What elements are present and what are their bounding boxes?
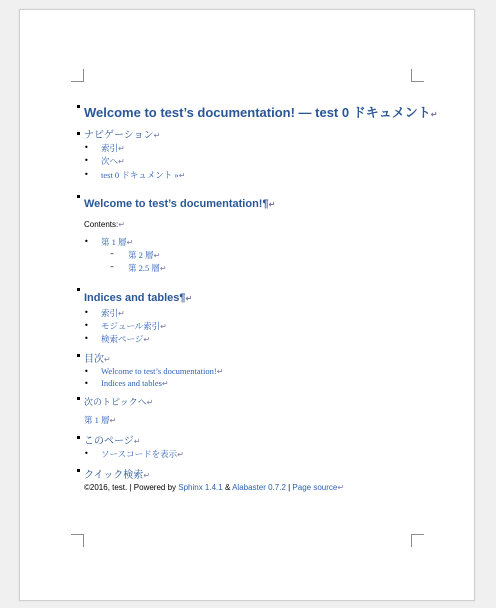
document-title [84, 102, 437, 121]
paragraph-bullet [77, 288, 80, 291]
indices-link-module-index[interactable] [101, 320, 167, 332]
footer-alabaster-link[interactable]: Alabaster 0.7.2 [232, 483, 286, 492]
indices-link-index-text[interactable]: 索引 [101, 308, 119, 318]
toc-link-layer-1[interactable] [101, 236, 133, 248]
indices-link-module-index-text[interactable]: モジュール索引 [101, 321, 161, 331]
paragraph-mark: ↵ [133, 437, 141, 446]
paragraph-mark: ↵ [159, 264, 167, 273]
paragraph-mark: ↵ [104, 355, 111, 364]
paragraph-mark: ↵ [109, 416, 117, 425]
paragraph-mark: ↵ [177, 450, 184, 459]
nav-link-next[interactable] [101, 155, 125, 167]
paragraph-mark: ↵ [143, 335, 151, 344]
paragraph-bullet [77, 354, 80, 357]
document-page [19, 9, 475, 601]
paragraph-mark: ↵ [160, 322, 167, 331]
paragraph-bullet [77, 436, 80, 439]
nav-link-index[interactable] [101, 142, 125, 154]
document-title-text: Welcome to test’s documentation! — test 0 ドキュメント [84, 105, 431, 120]
nav-link-docs-text[interactable]: test 0 ドキュメント » [101, 170, 179, 180]
paragraph-mark: ↵ [118, 220, 125, 229]
paragraph-mark: ↵ [178, 171, 186, 180]
paragraph-bullet [77, 469, 80, 472]
nav-heading-text: ナビゲーション [84, 130, 154, 141]
list-bullet: • [84, 143, 89, 152]
footer-ampersand: & [222, 483, 233, 492]
section-welcome-heading [84, 198, 275, 210]
toc-side-link-indices[interactable] [101, 378, 169, 388]
paragraph-bullet [77, 132, 80, 135]
section-indices-heading [84, 292, 192, 304]
paragraph-mark: ↵ [118, 157, 125, 166]
toc-side-link-welcome[interactable] [101, 366, 223, 376]
toc-link-layer-2-5[interactable] [128, 262, 167, 274]
paragraph-mark: ↵ [118, 144, 125, 153]
document-content [20, 10, 474, 600]
toc-link-layer-2[interactable] [128, 249, 160, 261]
list-bullet: • [84, 379, 89, 388]
view-source-link[interactable] [101, 448, 184, 460]
list-bullet: • [84, 308, 89, 317]
next-topic-heading [84, 395, 153, 408]
indices-link-index[interactable] [101, 307, 125, 319]
paragraph-bullet [77, 397, 80, 400]
next-topic-heading-text: 次のトピックへ [84, 398, 147, 408]
paragraph-mark: ↵ [268, 200, 276, 209]
paragraph-mark: ↵ [216, 367, 224, 376]
paragraph-mark: ↵ [126, 238, 134, 247]
list-bullet: • [84, 449, 89, 458]
paragraph-mark: ↵ [153, 251, 161, 260]
list-dash: – [110, 249, 114, 258]
nav-link-next-text[interactable]: 次へ [101, 156, 119, 166]
list-bullet: • [84, 237, 89, 246]
next-topic-link[interactable] [84, 414, 116, 426]
footer-separator: | [285, 483, 293, 492]
paragraph-bullet [77, 195, 80, 198]
this-page-heading [84, 432, 141, 447]
list-bullet: • [84, 334, 89, 343]
paragraph-mark: ↵ [430, 110, 438, 119]
toc-link-layer-2-5-text[interactable]: 第 2.5 層 [128, 263, 160, 273]
toc-link-layer-1-text[interactable]: 第 1 層 [101, 237, 127, 247]
toc-link-layer-2-text[interactable]: 第 2 層 [128, 250, 154, 260]
nav-link-docs[interactable] [101, 169, 185, 181]
paragraph-mark: ↵ [143, 471, 151, 480]
list-bullet: • [84, 367, 89, 376]
nav-heading [84, 126, 160, 141]
toc-side-heading-text: 目次 [84, 354, 104, 365]
nav-link-index-text[interactable]: 索引 [101, 143, 119, 153]
list-bullet: • [84, 170, 89, 179]
paragraph-bullet [77, 105, 80, 108]
view-source-link-text[interactable]: ソースコードを表示 [101, 449, 178, 459]
indices-link-search-text[interactable]: 検索ページ [101, 334, 144, 344]
section-indices-heading-text: Indices and tables¶ [84, 292, 186, 304]
footer-copyright: ©2016, test. | Powered by [84, 483, 179, 492]
this-page-heading-text: このページ [84, 436, 134, 447]
paragraph-mark: ↵ [118, 309, 125, 318]
list-dash: – [110, 262, 114, 271]
paragraph-mark: ↵ [185, 294, 193, 303]
list-bullet: • [84, 156, 89, 165]
contents-label [84, 220, 125, 229]
paragraph-mark: ↵ [153, 131, 161, 140]
section-welcome-heading-text: Welcome to test’s documentation!¶ [84, 198, 269, 210]
indices-link-search[interactable] [101, 333, 150, 345]
list-bullet: • [84, 321, 89, 330]
footer [84, 483, 344, 492]
footer-page-source-link[interactable]: Page source [292, 483, 338, 492]
next-topic-link-text[interactable]: 第 1 層 [84, 415, 110, 425]
contents-label-text: Contents: [84, 220, 119, 229]
quick-search-heading-text: クイック検索 [84, 470, 144, 481]
paragraph-mark: ↵ [161, 379, 169, 388]
paragraph-mark: ↵ [337, 483, 345, 492]
footer-sphinx-link[interactable]: Sphinx 1.4.1 [178, 483, 223, 492]
toc-side-link-indices-text[interactable]: Indices and tables [101, 378, 162, 388]
toc-side-heading [84, 350, 111, 365]
paragraph-mark: ↵ [146, 398, 154, 407]
quick-search-heading [84, 466, 150, 481]
toc-side-link-welcome-text[interactable]: Welcome to test’s documentation! [101, 366, 217, 376]
